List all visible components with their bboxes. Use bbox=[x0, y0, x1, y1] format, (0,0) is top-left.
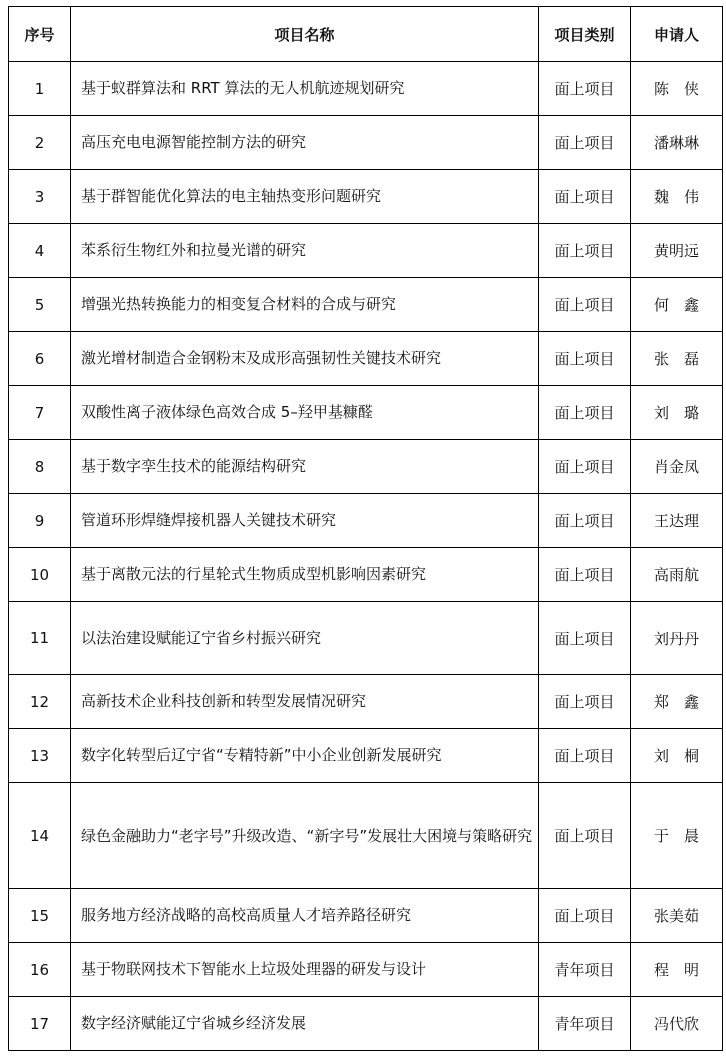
row-category: 面上项目 bbox=[539, 62, 631, 116]
row-name: 基于蚁群算法和 RRT 算法的无人机航迹规划研究 bbox=[71, 62, 539, 116]
row-applicant: 高雨航 bbox=[631, 548, 723, 602]
row-no: 4 bbox=[9, 224, 71, 278]
row-applicant: 冯代欣 bbox=[631, 997, 723, 1051]
row-applicant: 刘 璐 bbox=[631, 386, 723, 440]
row-name: 基于群智能优化算法的电主轴热变形问题研究 bbox=[71, 170, 539, 224]
row-applicant: 于 晨 bbox=[631, 783, 723, 889]
row-category: 面上项目 bbox=[539, 602, 631, 675]
row-name: 服务地方经济战略的高校高质量人才培养路径研究 bbox=[71, 889, 539, 943]
project-table bbox=[8, 6, 723, 1051]
table-row bbox=[9, 783, 723, 889]
row-name: 高新技术企业科技创新和转型发展情况研究 bbox=[71, 675, 539, 729]
table-row bbox=[9, 548, 723, 602]
row-applicant: 刘 桐 bbox=[631, 729, 723, 783]
row-applicant: 刘丹丹 bbox=[631, 602, 723, 675]
row-name: 基于物联网技术下智能水上垃圾处理器的研发与设计 bbox=[71, 943, 539, 997]
row-name: 苯系衍生物红外和拉曼光谱的研究 bbox=[71, 224, 539, 278]
row-no: 9 bbox=[9, 494, 71, 548]
row-name: 基于离散元法的行星轮式生物质成型机影响因素研究 bbox=[71, 548, 539, 602]
header-category: 项目类别 bbox=[539, 7, 631, 62]
row-no: 1 bbox=[9, 62, 71, 116]
row-no: 16 bbox=[9, 943, 71, 997]
row-name: 绿色金融助力“老字号”升级改造、“新字号”发展壮大困境与策略研究 bbox=[71, 783, 539, 889]
row-applicant: 张 磊 bbox=[631, 332, 723, 386]
table-row bbox=[9, 602, 723, 675]
table-row bbox=[9, 386, 723, 440]
row-category: 面上项目 bbox=[539, 278, 631, 332]
row-name: 基于数字孪生技术的能源结构研究 bbox=[71, 440, 539, 494]
row-no: 8 bbox=[9, 440, 71, 494]
row-name: 以法治建设赋能辽宁省乡村振兴研究 bbox=[71, 602, 539, 675]
table-row bbox=[9, 889, 723, 943]
row-category: 面上项目 bbox=[539, 889, 631, 943]
row-no: 15 bbox=[9, 889, 71, 943]
row-name: 数字经济赋能辽宁省城乡经济发展 bbox=[71, 997, 539, 1051]
row-name: 高压充电电源智能控制方法的研究 bbox=[71, 116, 539, 170]
row-category: 面上项目 bbox=[539, 116, 631, 170]
row-name: 管道环形焊缝焊接机器人关键技术研究 bbox=[71, 494, 539, 548]
header-name: 项目名称 bbox=[71, 7, 539, 62]
row-category: 面上项目 bbox=[539, 386, 631, 440]
row-category: 面上项目 bbox=[539, 675, 631, 729]
row-applicant: 程 明 bbox=[631, 943, 723, 997]
row-name: 数字化转型后辽宁省“专精特新”中小企业创新发展研究 bbox=[71, 729, 539, 783]
row-applicant: 潘琳琳 bbox=[631, 116, 723, 170]
row-category: 青年项目 bbox=[539, 943, 631, 997]
row-name: 双酸性离子液体绿色高效合成 5–羟甲基糠醛 bbox=[71, 386, 539, 440]
row-applicant: 何 鑫 bbox=[631, 278, 723, 332]
row-no: 17 bbox=[9, 997, 71, 1051]
row-category: 面上项目 bbox=[539, 332, 631, 386]
table-row bbox=[9, 62, 723, 116]
row-applicant: 郑 鑫 bbox=[631, 675, 723, 729]
table-row bbox=[9, 170, 723, 224]
row-applicant: 黄明远 bbox=[631, 224, 723, 278]
table-header-row bbox=[9, 7, 723, 62]
table-row bbox=[9, 729, 723, 783]
row-applicant: 陈 侠 bbox=[631, 62, 723, 116]
row-no: 14 bbox=[9, 783, 71, 889]
row-category: 面上项目 bbox=[539, 494, 631, 548]
row-no: 7 bbox=[9, 386, 71, 440]
row-name: 增强光热转换能力的相变复合材料的合成与研究 bbox=[71, 278, 539, 332]
table-row bbox=[9, 440, 723, 494]
row-category: 面上项目 bbox=[539, 729, 631, 783]
table-row bbox=[9, 494, 723, 548]
row-category: 面上项目 bbox=[539, 224, 631, 278]
row-no: 2 bbox=[9, 116, 71, 170]
header-applicant: 申请人 bbox=[631, 7, 723, 62]
row-category: 青年项目 bbox=[539, 997, 631, 1051]
header-no: 序号 bbox=[9, 7, 71, 62]
table-row bbox=[9, 675, 723, 729]
table-row bbox=[9, 997, 723, 1051]
table-row bbox=[9, 278, 723, 332]
row-applicant: 魏 伟 bbox=[631, 170, 723, 224]
table-row bbox=[9, 943, 723, 997]
row-name: 激光增材制造合金钢粉末及成形高强韧性关键技术研究 bbox=[71, 332, 539, 386]
table-row bbox=[9, 116, 723, 170]
row-no: 6 bbox=[9, 332, 71, 386]
row-no: 12 bbox=[9, 675, 71, 729]
table-row bbox=[9, 224, 723, 278]
row-category: 面上项目 bbox=[539, 440, 631, 494]
row-applicant: 王达理 bbox=[631, 494, 723, 548]
row-no: 5 bbox=[9, 278, 71, 332]
row-applicant: 肖金凤 bbox=[631, 440, 723, 494]
row-no: 10 bbox=[9, 548, 71, 602]
row-applicant: 张美茹 bbox=[631, 889, 723, 943]
row-no: 11 bbox=[9, 602, 71, 675]
row-category: 面上项目 bbox=[539, 170, 631, 224]
table-row bbox=[9, 332, 723, 386]
row-category: 面上项目 bbox=[539, 548, 631, 602]
row-no: 13 bbox=[9, 729, 71, 783]
row-no: 3 bbox=[9, 170, 71, 224]
row-category: 面上项目 bbox=[539, 783, 631, 889]
